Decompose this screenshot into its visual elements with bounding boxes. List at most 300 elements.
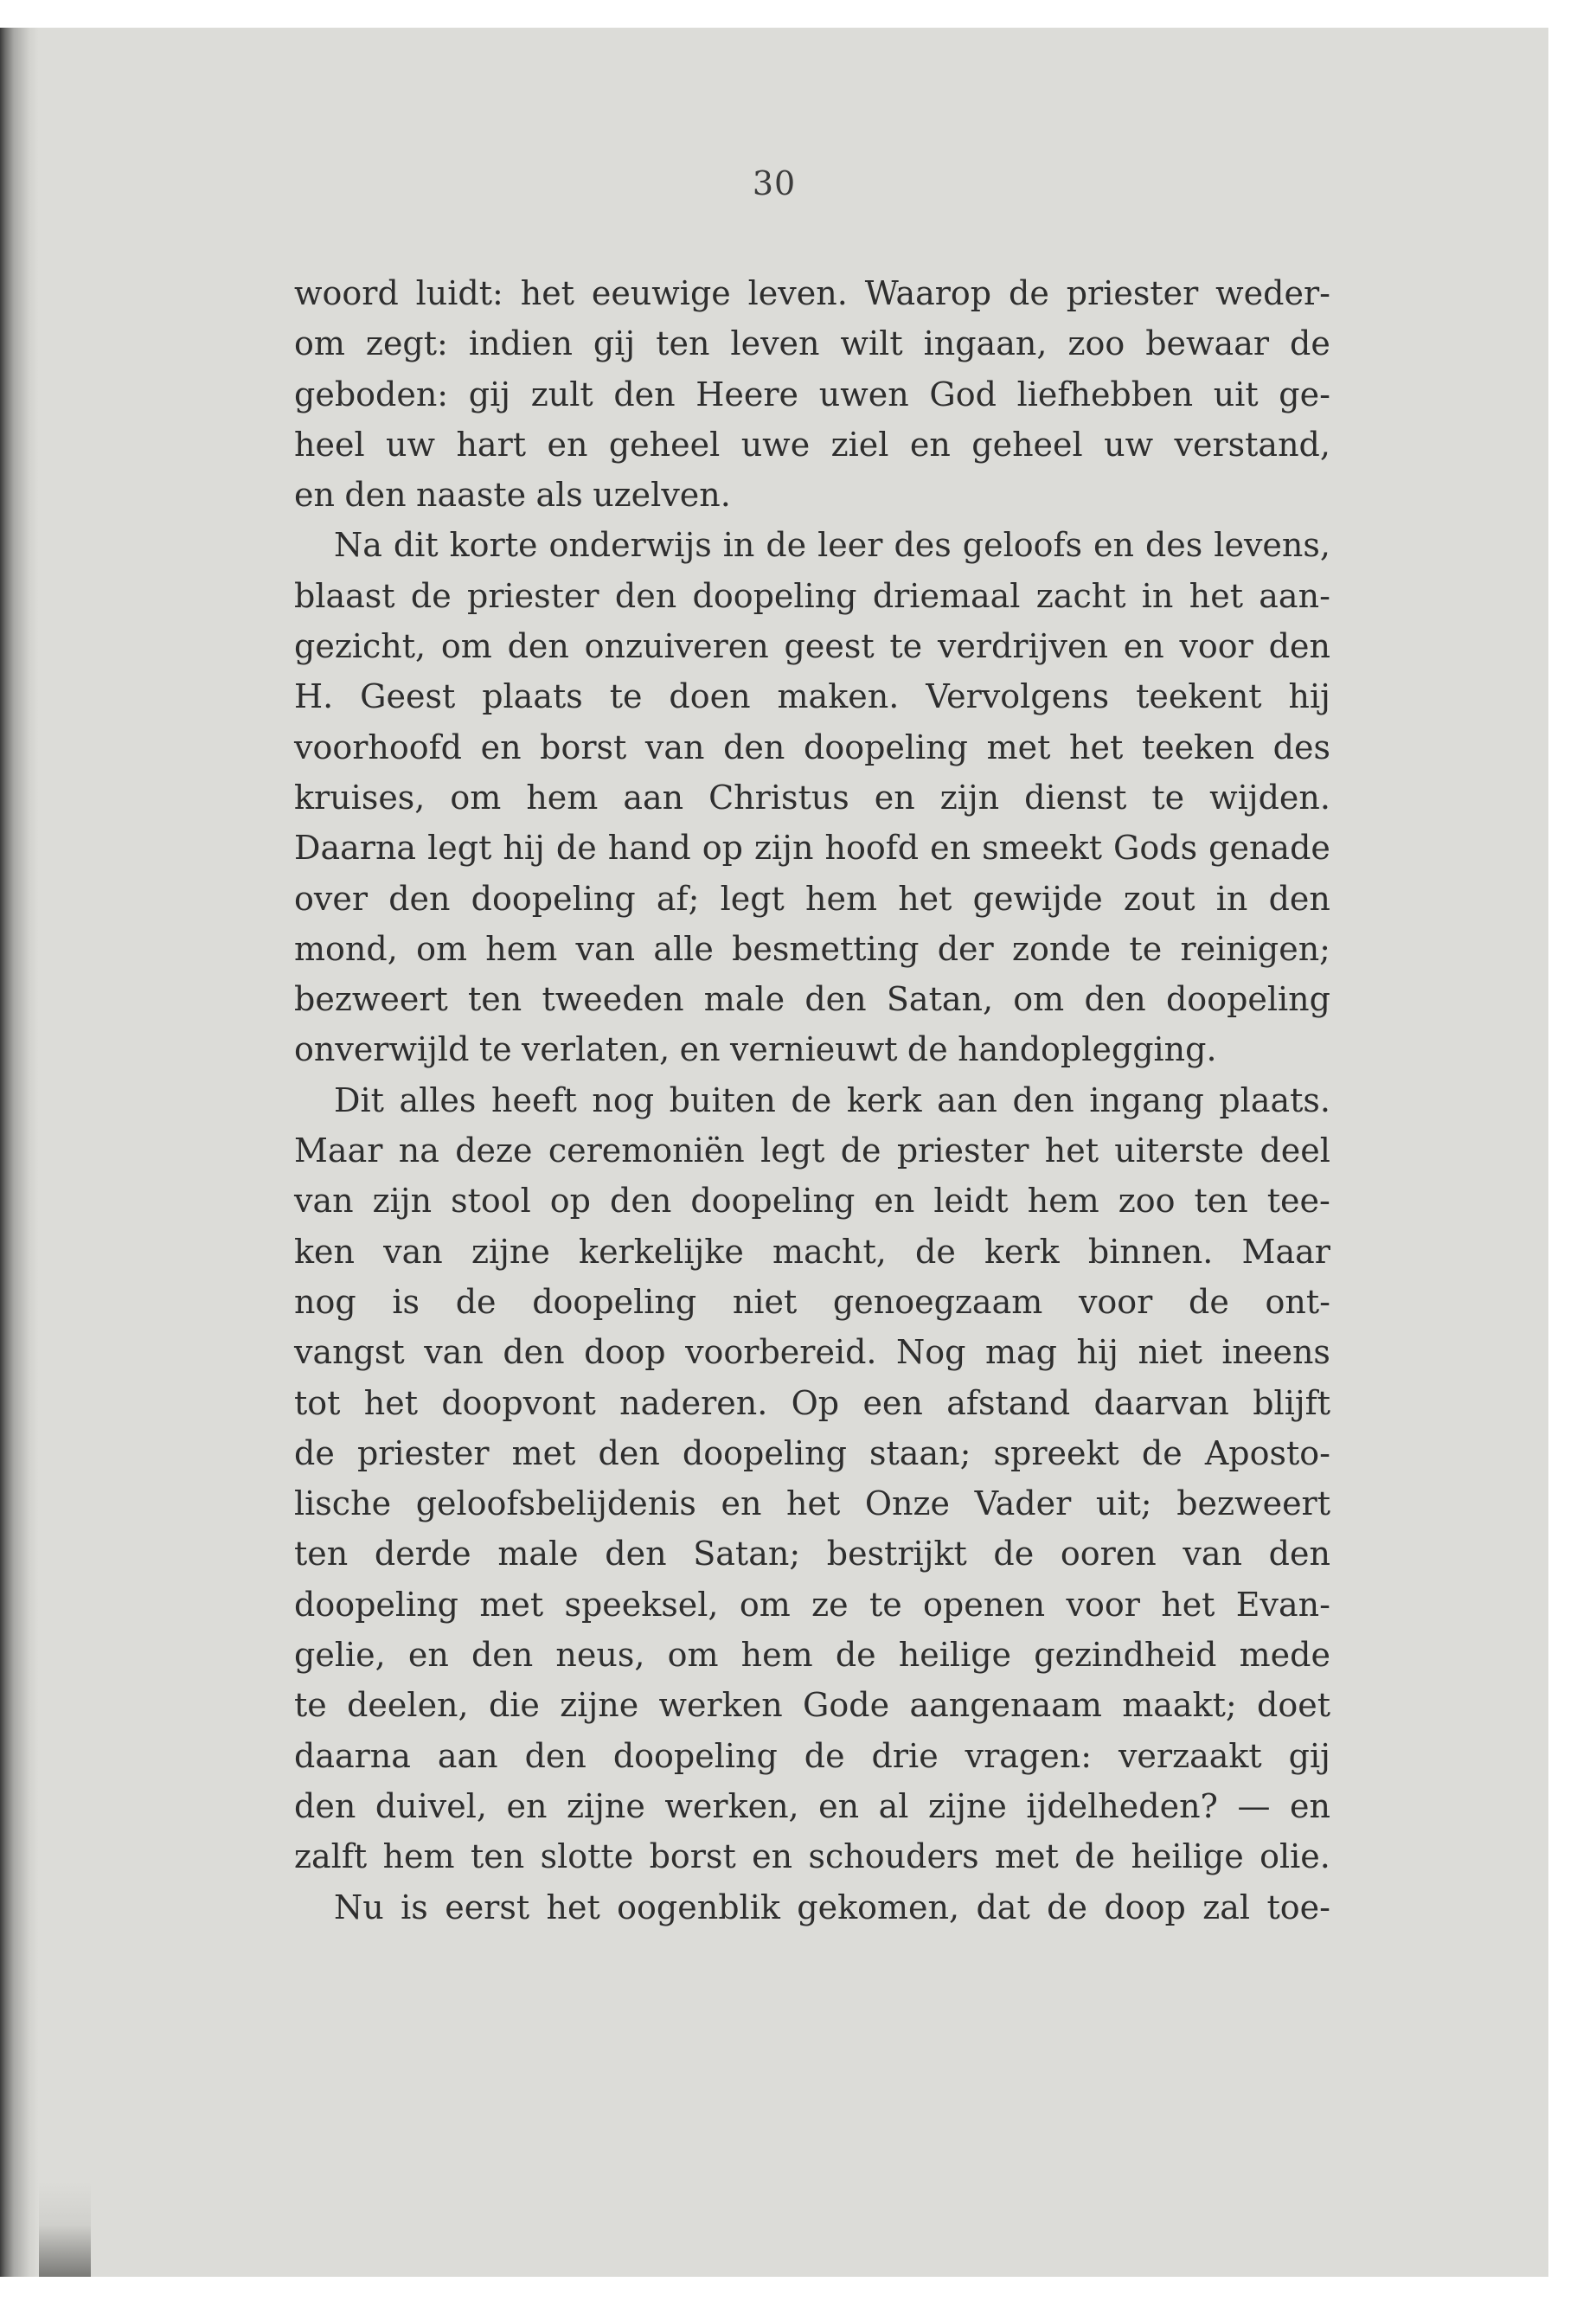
word: Maar: [294, 1131, 383, 1170]
word: om: [450, 778, 502, 817]
word: der: [937, 929, 994, 968]
word: de: [294, 1433, 335, 1472]
word: om: [416, 929, 467, 968]
word: den: [294, 1786, 356, 1825]
word: deelen,: [347, 1686, 469, 1725]
word: priester: [467, 576, 599, 615]
word: de: [791, 1080, 832, 1119]
word: werken,: [664, 1786, 799, 1825]
word: niet: [1138, 1333, 1202, 1372]
word: te: [889, 627, 923, 666]
word: de: [907, 1030, 948, 1069]
word: derde: [374, 1535, 471, 1574]
text-line: [294, 420, 1330, 470]
word: het: [1189, 576, 1243, 615]
word: doopeling: [804, 727, 968, 766]
word: gij: [593, 324, 636, 363]
word: tweeden: [542, 980, 684, 1019]
word: de: [1189, 1282, 1229, 1321]
word: zegt:: [365, 324, 448, 363]
word: hem: [805, 879, 878, 918]
word: blaast: [294, 576, 395, 615]
word: Satan;: [693, 1535, 801, 1574]
word: voorbereid.: [685, 1333, 877, 1372]
word: te: [294, 1686, 327, 1725]
word: zijne: [471, 1232, 550, 1271]
word: de: [1074, 1837, 1116, 1876]
word: het: [363, 1383, 418, 1422]
word: den: [804, 980, 867, 1019]
word: op: [549, 1182, 591, 1221]
word: ten: [656, 324, 710, 363]
text-line: [294, 318, 1330, 369]
word: eerst: [445, 1888, 530, 1926]
word: ont-: [1265, 1282, 1330, 1321]
word: te: [478, 1030, 512, 1069]
word: dit: [393, 526, 439, 565]
word: doopeling: [1165, 980, 1330, 1019]
word: van: [294, 1182, 354, 1221]
word: oogenblik: [617, 1888, 780, 1926]
word: en: [679, 1030, 721, 1069]
word: Op: [791, 1383, 840, 1422]
word: driemaal: [872, 576, 1021, 615]
text-line: [294, 823, 1330, 873]
word: doet: [1257, 1686, 1330, 1725]
word: deel: [1259, 1131, 1330, 1170]
word: staan;: [869, 1433, 971, 1472]
word: bewaar: [1145, 324, 1270, 363]
word: voor: [1078, 1282, 1153, 1321]
word: ingaan,: [923, 324, 1048, 363]
word: en: [1123, 627, 1164, 666]
word: mede: [1239, 1636, 1330, 1675]
word: in: [1215, 879, 1248, 918]
word: levens,: [1214, 526, 1330, 565]
word: hand: [607, 829, 691, 868]
text-line: [294, 1529, 1330, 1579]
word: de: [915, 1232, 956, 1271]
word: ineens: [1221, 1333, 1330, 1372]
word: uwe: [740, 425, 811, 464]
word: kerkelijke: [579, 1232, 744, 1271]
word: de: [1047, 1888, 1087, 1926]
text-line: [294, 1024, 1330, 1074]
word: teekent: [1136, 677, 1262, 716]
word: —: [1237, 1786, 1271, 1825]
word: ten: [470, 1837, 525, 1876]
word: Na: [334, 526, 382, 565]
word: van: [424, 1333, 484, 1372]
word: af;: [656, 879, 700, 918]
word: handoplegging.: [958, 1030, 1217, 1069]
text-line: [294, 1125, 1330, 1176]
word: uwen: [818, 375, 909, 413]
word: het: [546, 1888, 600, 1926]
word: heel: [294, 425, 365, 464]
word: Evan-: [1235, 1585, 1330, 1624]
word: drie: [871, 1736, 939, 1775]
word: gezicht,: [294, 627, 426, 666]
word: en: [1093, 526, 1134, 565]
word: uit;: [1095, 1484, 1152, 1523]
word: den: [1268, 879, 1330, 918]
word: kruises,: [294, 778, 426, 817]
word: male: [703, 980, 785, 1019]
word: leer: [817, 526, 883, 565]
word: des: [894, 526, 952, 565]
word: geloofs: [962, 526, 1083, 565]
word: Waarop: [864, 274, 992, 312]
word: binnen.: [1087, 1232, 1214, 1271]
word: genade: [1208, 829, 1330, 868]
word: doop: [584, 1333, 666, 1372]
text-line: [294, 621, 1330, 671]
word: de: [766, 526, 807, 565]
word: ten: [1194, 1182, 1248, 1221]
word: om: [739, 1585, 791, 1624]
word: Geest: [360, 677, 456, 716]
word: en: [909, 425, 951, 464]
word: legt: [427, 829, 492, 868]
word: de: [1009, 274, 1049, 312]
word: en: [480, 727, 522, 766]
word: den: [524, 1736, 586, 1775]
word: al: [878, 1786, 909, 1825]
word: maken.: [777, 677, 900, 716]
word: de: [804, 1736, 845, 1775]
text-line: [294, 1176, 1330, 1226]
word: verdrijven: [937, 627, 1108, 666]
word: deze: [455, 1131, 533, 1170]
word: in: [1141, 576, 1174, 615]
word: God: [929, 375, 997, 413]
word: gezindheid: [1034, 1636, 1217, 1675]
word: indien: [468, 324, 573, 363]
text-line: [294, 671, 1330, 721]
word: ziel: [830, 425, 889, 464]
word: hem: [1027, 1182, 1099, 1221]
word: leven: [730, 324, 820, 363]
word: van: [1183, 1535, 1242, 1574]
word: wilt: [840, 324, 903, 363]
word: borst: [649, 1837, 736, 1876]
word: des: [1144, 526, 1203, 565]
word: uw: [1104, 425, 1154, 464]
word: doopvont: [441, 1383, 596, 1422]
word: doopeling: [532, 1282, 697, 1321]
word: smeekt: [982, 829, 1102, 868]
word: geest: [784, 627, 875, 666]
word: borst: [540, 727, 627, 766]
word: geboden:: [294, 375, 449, 413]
word: zijne: [560, 1686, 639, 1725]
word: korte: [449, 526, 538, 565]
text-line: [294, 874, 1330, 924]
word: met: [986, 727, 1051, 766]
word: afstand: [946, 1383, 1071, 1422]
word: Nu: [334, 1888, 384, 1926]
word: priester: [896, 1131, 1029, 1170]
word: uw: [386, 425, 436, 464]
word: en: [506, 1786, 548, 1825]
word: Heere: [695, 375, 799, 413]
word: daarna: [294, 1736, 411, 1775]
word: om: [667, 1636, 719, 1675]
word: den: [1268, 627, 1330, 666]
word: Dit: [334, 1080, 384, 1119]
word: den: [613, 375, 676, 413]
word: kerk: [846, 1080, 922, 1119]
text-line: [294, 1478, 1330, 1529]
word: aan: [937, 1080, 997, 1119]
word: hoofd: [824, 829, 920, 868]
word: den: [507, 627, 569, 666]
word: tee-: [1266, 1182, 1330, 1221]
word: Daarna: [294, 829, 417, 868]
word: besmetting: [732, 929, 920, 968]
word: onderwijs: [548, 526, 712, 565]
word: en: [874, 778, 915, 817]
word: speeksel,: [564, 1585, 719, 1624]
word: om: [1013, 980, 1065, 1019]
word: Onze: [864, 1484, 951, 1523]
word: hij: [503, 829, 545, 868]
word: den: [1268, 1535, 1330, 1574]
word: den: [610, 1182, 672, 1221]
word: de: [1290, 324, 1330, 363]
word: het: [520, 274, 574, 312]
word: den: [723, 727, 785, 766]
word: de: [1141, 1433, 1183, 1472]
word: verstand,: [1174, 425, 1330, 464]
word: niet: [732, 1282, 798, 1321]
word: zal: [1202, 1888, 1251, 1926]
word: die: [488, 1686, 540, 1725]
word: uit: [1213, 375, 1259, 413]
word: bezweert: [294, 980, 448, 1019]
word: alle: [653, 929, 714, 968]
word: den: [598, 1433, 660, 1472]
text-line: [294, 571, 1330, 621]
word: legt: [720, 879, 785, 918]
word: zonde: [1011, 929, 1112, 968]
text-line: [294, 1227, 1330, 1277]
word: mag: [984, 1333, 1057, 1372]
word: gij: [1288, 1736, 1330, 1775]
word: en: [547, 425, 588, 464]
word: vragen:: [965, 1736, 1093, 1775]
word: tot: [294, 1383, 341, 1422]
text-line: [294, 974, 1330, 1024]
word: aan: [623, 778, 684, 817]
word: verlaten,: [521, 1030, 670, 1069]
word: doopeling: [682, 1433, 847, 1472]
word: te: [869, 1585, 902, 1624]
word: ze: [811, 1585, 849, 1624]
word: ken: [294, 1232, 355, 1271]
word: en: [818, 1786, 860, 1825]
word: met: [479, 1585, 544, 1624]
word: toe-: [1266, 1888, 1330, 1926]
word: om: [294, 324, 345, 363]
word: ceremoniën: [548, 1131, 745, 1170]
text-line: [294, 924, 1330, 974]
word: doopeling: [612, 1736, 778, 1775]
text-line: [294, 1781, 1330, 1831]
word: doopeling: [294, 1585, 458, 1624]
binding-gutter-shadow: [0, 28, 39, 2277]
word: voorhoofd: [294, 727, 463, 766]
word: wijden.: [1209, 778, 1330, 817]
text-line: [294, 1428, 1330, 1478]
word: doopeling: [692, 576, 857, 615]
word: macht,: [772, 1232, 887, 1271]
word: te: [1129, 929, 1163, 968]
word: weder-: [1215, 274, 1330, 312]
text-line: [294, 1831, 1330, 1881]
text-line: [294, 1680, 1330, 1730]
word: des: [1272, 727, 1330, 766]
word: als: [535, 476, 583, 515]
word: legt: [760, 1131, 825, 1170]
word: schouders: [808, 1837, 979, 1876]
word: heilige: [1131, 1837, 1244, 1876]
word: zalft: [294, 1837, 368, 1876]
word: plaats: [482, 677, 583, 716]
word: lische: [294, 1484, 392, 1523]
word: leven.: [747, 274, 848, 312]
word: en: [721, 1484, 762, 1523]
word: gij: [468, 375, 511, 413]
word: genoegzaam: [832, 1282, 1043, 1321]
word: te: [609, 677, 643, 716]
word: male: [497, 1535, 579, 1574]
word: H.: [294, 677, 334, 716]
word: en: [874, 1182, 915, 1221]
word: hem: [740, 1636, 813, 1675]
word: den: [503, 1333, 565, 1372]
word: aan-: [1259, 576, 1330, 615]
word: werken: [658, 1686, 783, 1725]
word: woord: [294, 274, 399, 312]
word: Satan,: [886, 980, 994, 1019]
word: alles: [399, 1080, 477, 1119]
word: dienst: [1024, 778, 1127, 817]
word: daarvan: [1093, 1383, 1229, 1422]
word: hij: [1288, 677, 1330, 716]
word: Vader: [974, 1484, 1072, 1523]
text-line: [294, 772, 1330, 823]
word: vangst: [294, 1333, 405, 1372]
word: onverwijld: [294, 1030, 470, 1069]
word: voor: [1179, 627, 1253, 666]
word: verzaakt: [1118, 1736, 1262, 1775]
word: blijft: [1253, 1383, 1330, 1422]
word: den: [605, 1535, 667, 1574]
text-line: [294, 1731, 1330, 1781]
word: van: [644, 727, 705, 766]
word: is: [401, 1888, 428, 1926]
page-number: 30: [752, 164, 797, 202]
text-line: [294, 1378, 1330, 1428]
text-line: [294, 1882, 1330, 1932]
word: plaats.: [1219, 1080, 1330, 1119]
text-line: [294, 1580, 1330, 1630]
word: de: [410, 576, 452, 615]
word: Aposto-: [1204, 1433, 1330, 1472]
word: vernieuwt: [729, 1030, 898, 1069]
word: een: [862, 1383, 923, 1422]
word: teeken: [1141, 727, 1255, 766]
word: de: [555, 829, 597, 868]
word: te: [1151, 778, 1185, 817]
word: bestrijkt: [826, 1535, 967, 1574]
word: gewijde: [972, 879, 1103, 918]
body-text: [294, 268, 1330, 1932]
word: nog: [592, 1080, 655, 1119]
word: doen: [669, 677, 751, 716]
word: zijn: [372, 1182, 433, 1221]
word: hij: [1076, 1333, 1118, 1372]
word: het: [1068, 727, 1124, 766]
word: met: [995, 1837, 1059, 1876]
word: hart: [456, 425, 527, 464]
word: Gode: [803, 1686, 890, 1725]
word: de: [993, 1535, 1035, 1574]
text-line: [294, 520, 1330, 570]
word: openen: [923, 1585, 1046, 1624]
text-line: [294, 1327, 1330, 1377]
word: den: [614, 576, 677, 615]
word: zult: [530, 375, 593, 413]
word: over: [294, 879, 368, 918]
word: hem: [485, 929, 558, 968]
word: ooren: [1060, 1535, 1157, 1574]
word: stool: [451, 1182, 531, 1221]
corner-shadow: [39, 2182, 91, 2277]
word: maakt;: [1122, 1686, 1237, 1725]
word: onzuiveren: [584, 627, 769, 666]
text-line: [294, 470, 1330, 520]
word: naderen.: [619, 1383, 768, 1422]
word: priester: [1066, 274, 1199, 312]
word: geloofsbelijdenis: [415, 1484, 696, 1523]
word: heeft: [491, 1080, 577, 1119]
word: op: [702, 829, 743, 868]
word: gekomen,: [797, 1888, 960, 1926]
word: leidt: [933, 1182, 1009, 1221]
word: duivel,: [375, 1786, 487, 1825]
word: ten: [468, 980, 522, 1019]
word: geheel: [971, 425, 1083, 464]
word: kerk: [984, 1232, 1060, 1271]
word: gelie,: [294, 1636, 386, 1675]
word: dat: [976, 1888, 1030, 1926]
word: zijne: [566, 1786, 645, 1825]
word: olie.: [1259, 1837, 1330, 1876]
word: is: [392, 1282, 420, 1321]
word: aan: [437, 1736, 498, 1775]
word: doop: [1104, 1888, 1186, 1926]
word: eeuwige: [591, 274, 731, 312]
word: ten: [294, 1535, 349, 1574]
word: zijn: [939, 778, 1000, 817]
word: zacht: [1035, 576, 1126, 615]
word: en: [294, 476, 335, 515]
word: buiten: [669, 1080, 776, 1119]
word: zijne: [927, 1786, 1007, 1825]
